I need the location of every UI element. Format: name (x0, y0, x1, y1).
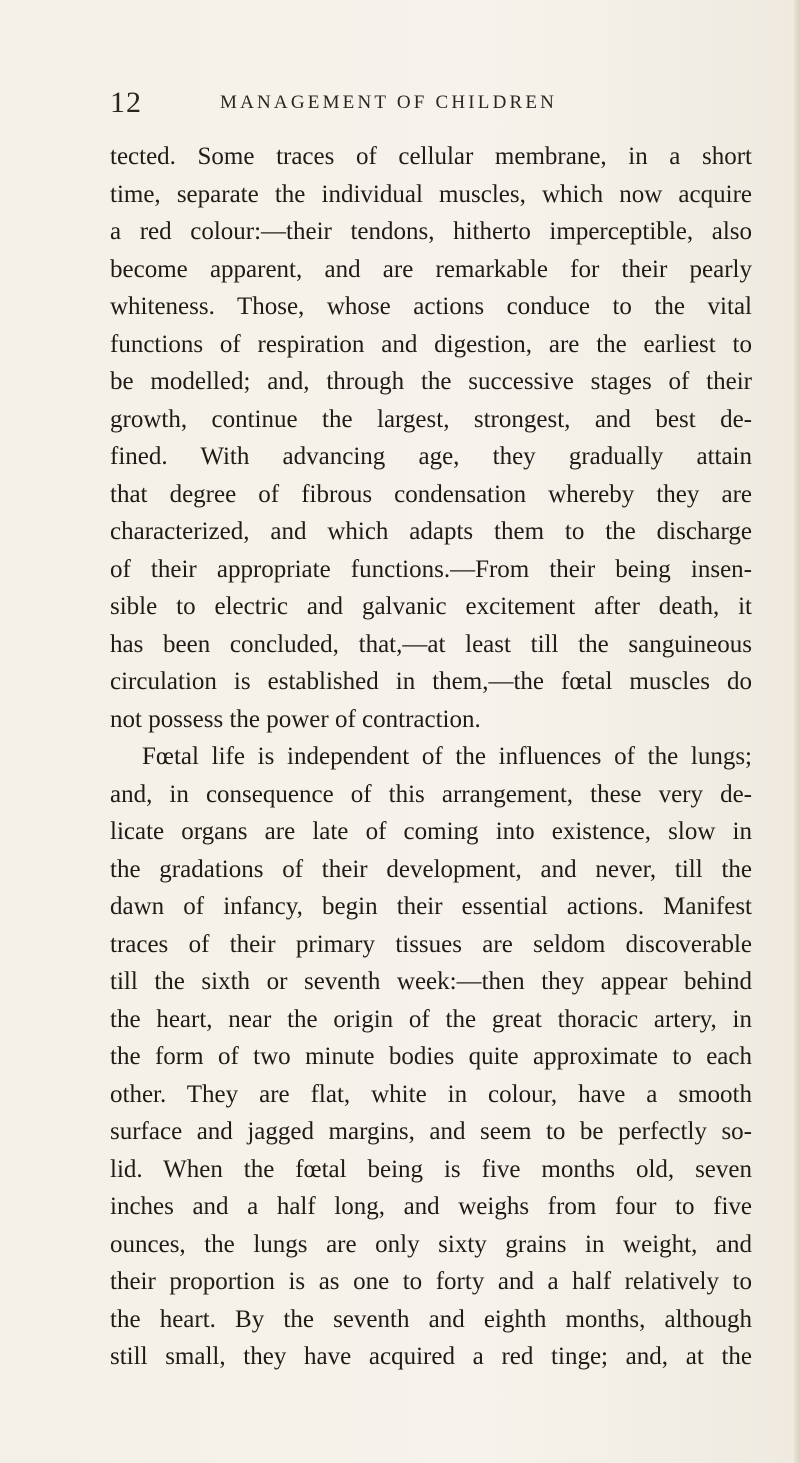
text-line: has been concluded, that,—at least till the sanguineous (110, 630, 752, 658)
text-line: growth, continue the largest, strongest, and best de- (110, 405, 752, 433)
text-line: and, in consequence of this arrangement, these very de- (110, 780, 752, 808)
text-line: whiteness. Those, whose actions conduce to the vital (110, 293, 752, 320)
text-line: not possess the power of contraction. (110, 705, 481, 733)
text-line: other. They are flat, white in colour, have a smooth (110, 1080, 752, 1108)
page-header (0, 0, 800, 130)
text-line: tected. Some traces of cellular membrane, in a short (110, 143, 752, 170)
text-line: characterized, and which adapts them to the discharge (110, 518, 752, 545)
text-line: still small, they have acquired a red tinge; and, at the (110, 1343, 752, 1370)
page-edge (794, 0, 800, 1463)
text-line: that degree of fibrous condensation whereby they are (110, 480, 752, 508)
text-line: become apparent, and are remarkable for their pearly (110, 255, 752, 283)
text-line: lid. When the fœtal being is five months old, seven (110, 1155, 752, 1183)
text-line: a red colour:—their tendons, hitherto imperceptible, also (110, 218, 752, 245)
text-line: functions of respiration and digestion, are the earliest to (110, 330, 752, 358)
text-line: the gradations of their development, and never, till the (110, 855, 752, 883)
text-line: licate organs are late of coming into existence, slow in (110, 818, 752, 845)
text-line: of their appropriate functions.—From their being insen- (110, 555, 752, 583)
text-line: Fœtal life is independent of the influences of the lungs; (142, 743, 752, 770)
text-line: till the sixth or seventh week:—then they appear behind (110, 968, 752, 995)
text-line: dawn of infancy, begin their essential actions. Manifest (110, 893, 752, 920)
text-line: the heart. By the seventh and eighth months, although (110, 1305, 752, 1333)
text-line: their proportion is as one to forty and a half relatively to (110, 1268, 752, 1295)
text-line: inches and a half long, and weighs from four to five (110, 1193, 752, 1220)
text-line: the form of two minute bodies quite approximate to each (110, 1043, 752, 1070)
text-line: fined. With advancing age, they gradually attain (110, 443, 752, 470)
text-line: the heart, near the origin of the great thoracic artery, in (110, 1005, 752, 1033)
text-line: sible to electric and galvanic excitement after death, it (110, 593, 752, 620)
body-text (110, 138, 752, 1376)
page-number: 12 (110, 86, 142, 119)
text-line: circulation is established in them,—the fœtal muscles do (110, 668, 752, 695)
running-head: MANAGEMENT OF CHILDREN (220, 92, 558, 113)
text-line: ounces, the lungs are only sixty grains in weight, and (110, 1230, 752, 1258)
text-line: be modelled; and, through the successive stages of their (110, 368, 752, 395)
text-line: surface and jagged margins, and seem to be perfectly so- (110, 1118, 752, 1145)
text-line: time, separate the individual muscles, which now acquire (110, 180, 752, 208)
text-line: traces of their primary tissues are seldom discoverable (110, 930, 752, 958)
